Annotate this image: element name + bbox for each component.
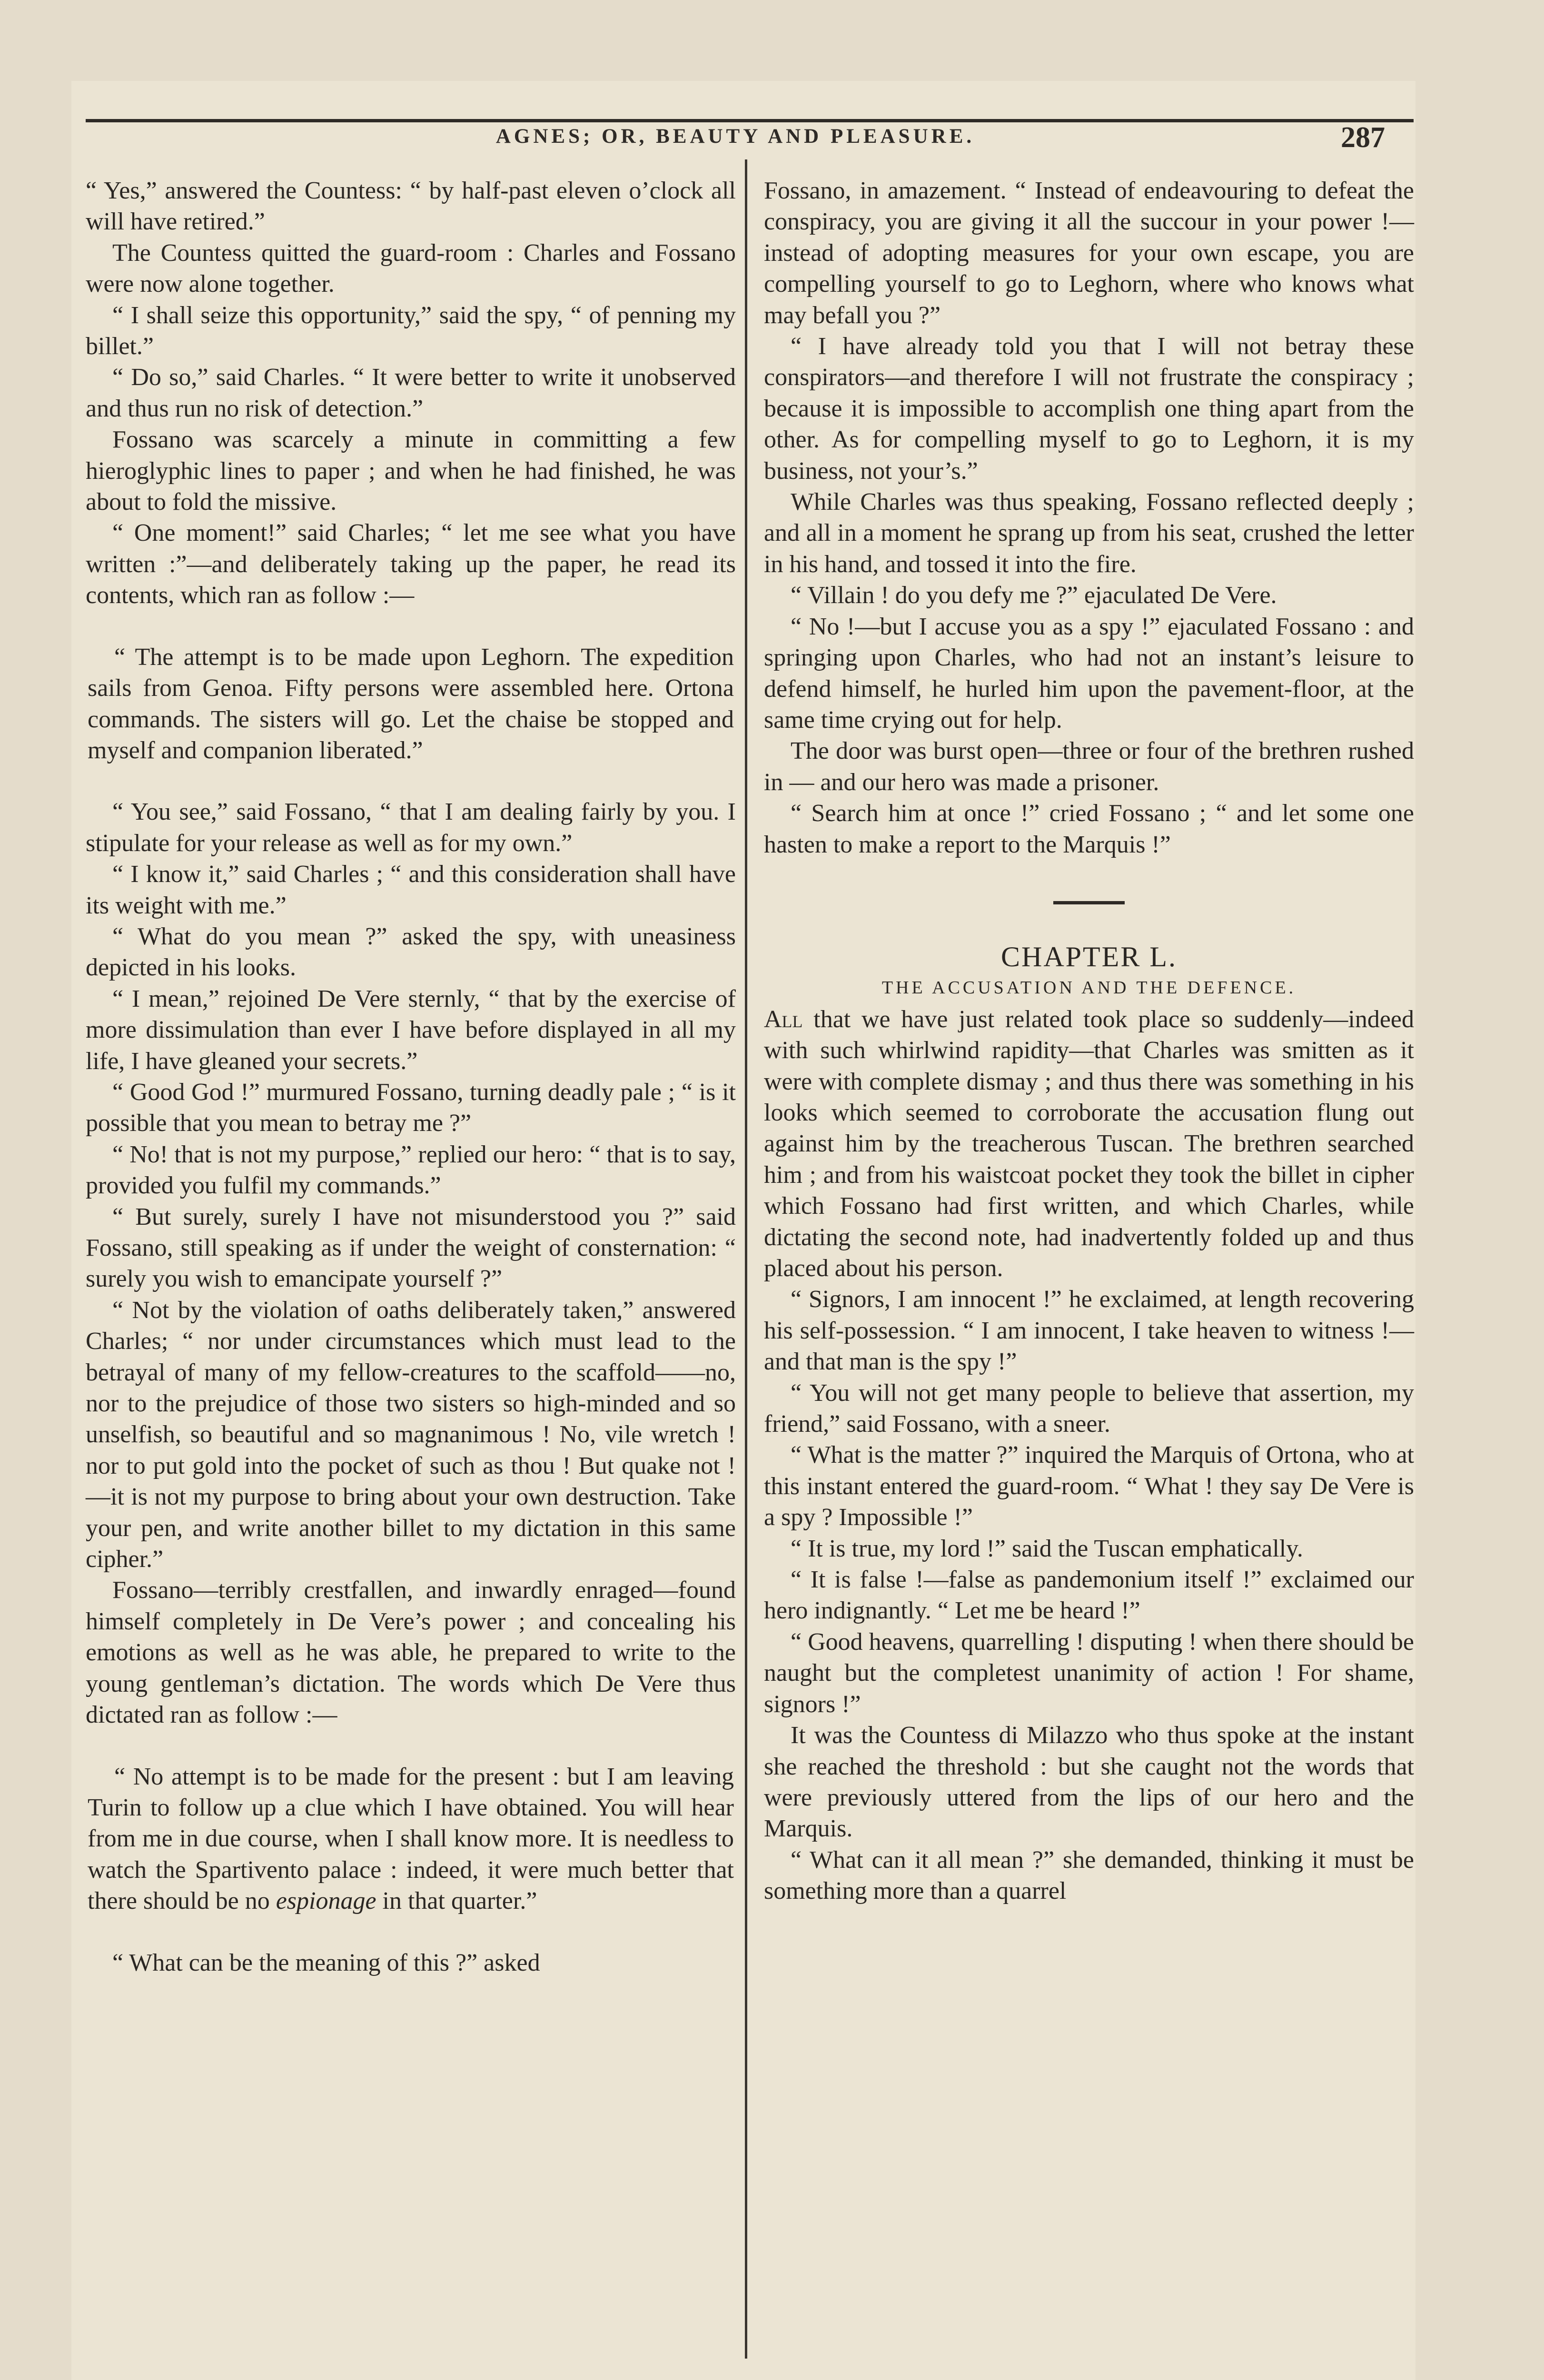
paragraph: “ Not by the violation of oaths deliberately taken,” answered Charles; “ nor under circumstances which must lead to the betrayal of many of my fellow-creatures to the scaffold——no, nor to the prejudice of those two sisters so high-minded and so unselfish, so beautiful and so magnanimous ! No, vile wretch ! nor to put gold into the pocket of such as thou ! But quake not !—it is not my purpose to bring about your own destruction. Take your pen, and write another billet to my dictation in this same cipher.” <box>86 1296 736 1573</box>
dictated-billet <box>86 1761 736 1917</box>
chapter-subtitle: THE ACCUSATION AND THE DEFENCE. <box>881 978 1297 998</box>
quoted-billet: “ The attempt is to be made upon Leghorn. The expedition sails from Genoa. Fifty persons were assembled here. Ortona commands. The sisters will go. Let the chaise be stopped and myself and companion liberated.” <box>88 643 734 764</box>
running-title: AGNES; OR, BEAUTY AND PLEASURE. <box>495 125 975 148</box>
paragraph: “ Signors, I am innocent !” he exclaimed, at length recovering his self-possession. “ I am innocent, I take heaven to witness !—and that man is the spy !” <box>764 1286 1414 1376</box>
paragraph: “ You will not get many people to believe that assertion, my friend,” said Fossano, with a sneer. <box>764 1379 1414 1438</box>
paragraph: “ I know it,” said Charles ; “ and this consideration shall have its weight with me.” <box>86 861 736 919</box>
paragraph: “ What can it all mean ?” she demanded, thinking it must be something more than a quarrel <box>764 1846 1414 1905</box>
chapter-separator-rule <box>1053 901 1125 904</box>
italic-word: espionage <box>276 1887 376 1915</box>
paragraph: “ What can be the meaning of this ?” asked <box>112 1949 540 1976</box>
left-column <box>86 175 736 1978</box>
billet-text-end: in that quarter.” <box>382 1887 537 1915</box>
billet-text: “ No attempt is to be made for the present : but I am leaving Turin to follow up a clue which I have obtained. You will hear from me in due course, when I shall know more. It is needless to watch the Spartivento palace : indeed, it were much better that there should be no <box>88 1763 734 1915</box>
page-number: 287 <box>1341 121 1385 154</box>
opening-word: All <box>764 1005 803 1033</box>
paragraph: “ No! that is not my purpose,” replied our hero: “ that is to say, provided you fulfil my commands.” <box>86 1140 736 1200</box>
column-divider <box>745 159 747 2359</box>
chapter-title: CHAPTER L. <box>1000 941 1178 972</box>
paragraph: “ What is the matter ?” inquired the Marquis of Ortona, who at this instant entered the guard-room. “ What ! they say De Vere is a spy ? Impossible !” <box>764 1441 1414 1531</box>
chapter-opening-paragraph <box>764 1004 1414 1284</box>
right-column <box>764 175 1414 1907</box>
paragraph: “ But surely, surely I have not misunderstood you ?” said Fossano, still speaking as if under the weight of consternation: “ surely you wish to emancipate yourself ?” <box>86 1203 736 1293</box>
paragraph: “ I have already told you that I will not betray these conspirators—and therefore I will not frustrate the conspiracy ; because it is impossible to accomplish one thing apart from the other. As for compelling myself to go to Leghorn, it is my business, not your’s.” <box>764 333 1414 485</box>
paragraph: While Charles was thus speaking, Fossano reflected deeply ; and all in a moment he sprang up from his seat, crushed the letter in his hand, and tossed it into the fire. <box>764 488 1414 578</box>
paragraph: “ I shall seize this opportunity,” said the spy, “ of penning my billet.” <box>86 301 736 360</box>
paragraph: Fossano, in amazement. “ Instead of endeavouring to defeat the conspiracy, you are giving it all the succour in your power !—instead of adopting measures for your own escape, you are compelling yourself to go to Leghorn, where who knows what may befall you ?” <box>764 177 1414 329</box>
header-rule <box>86 119 1414 122</box>
paragraph: “ Good heavens, quarrelling ! disputing ! when there should be naught but the completest unanimity of action ! For shame, signors !” <box>764 1628 1414 1718</box>
paragraph: Fossano was scarcely a minute in committing a few hieroglyphic lines to paper ; and when he had finished, he was about to fold the missive. <box>86 426 736 516</box>
paragraph: “ One moment!” said Charles; “ let me see what you have written :”—and deliberately taking up the paper, he read its contents, which ran as follow :— <box>86 519 736 609</box>
paragraph: “ Villain ! do you defy me ?” ejaculated De Vere. <box>791 582 1277 609</box>
opening-text: that we have just related took place so suddenly—indeed with such whirlwind rapidity—that Charles was smitten as it were with complete dismay ; and thus there was something in his looks which seemed to corroborate the accusation flung out against him by the treacherous Tuscan. The brethren searched him ; and from his waistcoat pocket they took the billet in cipher which Fossano had first written, and which Charles, while dictating the second note, had inadvertently folded up and thus placed about his person. <box>764 1005 1415 1282</box>
paragraph: “ Search him at once !” cried Fossano ; “ and let some one hasten to make a report to the Marquis !” <box>764 800 1414 858</box>
paragraph: The door was burst open—three or four of the brethren rushed in — and our hero was made a prisoner. <box>764 737 1414 796</box>
paragraph: “ Good God !” murmured Fossano, turning deadly pale ; “ is it possible that you mean to betray me ?” <box>86 1078 736 1137</box>
paragraph: It was the Countess di Milazzo who thus spoke at the instant she reached the threshold : but she caught not the words that were previously uttered from the lips of our hero and the Marquis. <box>764 1722 1414 1843</box>
paragraph: “ Yes,” answered the Countess: “ by half-past eleven o’clock all will have retired.” <box>86 177 736 236</box>
paragraph: “ It is true, my lord !” said the Tuscan emphatically. <box>791 1535 1303 1562</box>
paragraph: “ It is false !—false as pandemonium itself !” exclaimed our hero indignantly. “ Let me be heard !” <box>764 1566 1414 1625</box>
paragraph: “ What do you mean ?” asked the spy, with uneasiness depicted in his looks. <box>86 922 736 982</box>
paragraph: “ You see,” said Fossano, “ that I am dealing fairly by you. I stipulate for your release as well as for my own.” <box>86 798 736 857</box>
paragraph: “ No !—but I accuse you as a spy !” ejaculated Fossano : and springing upon Charles, who had not an instant’s leisure to defend himself, he hurled him upon the pavement-floor, at the same time crying out for help. <box>764 613 1414 734</box>
paragraph: “ I mean,” rejoined De Vere sternly, “ that by the exercise of more dissimulation than ever I have before displayed in all my life, I have gleaned your secrets.” <box>86 985 736 1075</box>
paragraph: The Countess quitted the guard-room : Charles and Fossano were now alone together. <box>86 239 736 298</box>
running-head <box>86 121 1385 163</box>
paragraph: “ Do so,” said Charles. “ It were better to write it unobserved and thus run no risk of detection.” <box>86 364 736 422</box>
paragraph: Fossano—terribly crestfallen, and inwardly enraged—found himself completely in De Vere’s power ; and concealing his emotions as well as he was able, he prepared to write to the young gentleman’s dictation. The words which De Vere thus dictated ran as follow :— <box>86 1577 736 1729</box>
